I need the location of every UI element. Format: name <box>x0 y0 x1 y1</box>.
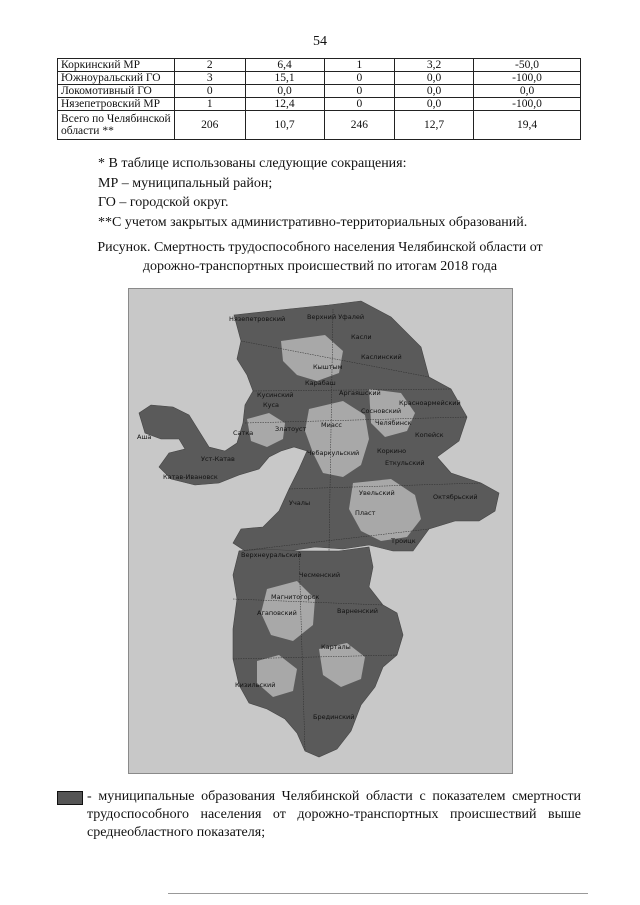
table-cell-total-value: 12,7 <box>395 111 474 140</box>
map-label-zlatoust: Златоуст <box>275 425 307 433</box>
map-label-kizil: Кизильский <box>235 681 276 689</box>
map-label-nyazepetrovsk: Нязепетровский <box>229 315 286 323</box>
map-label-varna: Варненский <box>337 607 379 615</box>
table-cell-value: -50,0 <box>474 59 581 72</box>
map-label-kaslinsky: Каслинский <box>361 353 402 361</box>
map-label-plast: Пласт <box>355 509 376 517</box>
map-label-magn: Магнитогорск <box>271 593 320 601</box>
table-cell-value: 0 <box>324 98 395 111</box>
table-row <box>58 59 581 72</box>
map-label-etkul: Еткульский <box>385 459 425 467</box>
footnote-abbreviations: * В таблице использованы следующие сокращения: <box>98 156 407 171</box>
table-cell-value: 1 <box>324 59 395 72</box>
map-label-kartaly: Карталы <box>321 643 351 651</box>
map-label-chesma: Чесменский <box>299 571 341 579</box>
map-label-kopeysk: Копейск <box>415 431 444 439</box>
table-cell-value: 1 <box>175 98 246 111</box>
map-label-argayash: Аргаяшский <box>339 389 381 397</box>
map-label-kasli: Касли <box>351 333 372 341</box>
map-label-katav: Катав-Ивановск <box>163 473 218 481</box>
map-label-bredy: Брединский <box>313 713 355 721</box>
total-name-line1: Всего по Челябинской <box>61 113 171 125</box>
page-number: 54 <box>313 34 327 49</box>
region-map <box>128 288 513 774</box>
figure-caption-line2: дорожно-транспортных происшествий по итогам 2018 года <box>142 259 498 274</box>
map-label-oktyabr: Октябрьский <box>433 493 478 501</box>
table-row <box>58 85 581 98</box>
table-cell-total-name <box>58 111 175 140</box>
table-row <box>58 72 581 85</box>
map-label-agapovsky: Агаповский <box>257 609 297 617</box>
table-cell-total-value: 206 <box>175 111 246 140</box>
table-cell-value: 0,0 <box>395 98 474 111</box>
table-cell-total-value: 10,7 <box>245 111 324 140</box>
map-label-korkino: Коркино <box>377 447 407 455</box>
table-cell-total-value: 246 <box>324 111 395 140</box>
table-cell-value: 0 <box>324 72 395 85</box>
footnote-go: ГО – городской округ. <box>98 195 229 210</box>
table-cell-value: 0,0 <box>474 85 581 98</box>
total-name-line2: области ** <box>61 125 114 137</box>
map-label-uk: Уст-Катав <box>201 455 235 463</box>
table-cell-value: 0,0 <box>245 85 324 98</box>
table-cell-value: 0 <box>324 85 395 98</box>
legend-swatch <box>57 791 83 805</box>
footer-rule <box>168 893 588 894</box>
table-cell-value: 2 <box>175 59 246 72</box>
table-cell-value: -100,0 <box>474 98 581 111</box>
map-label-kyshtym: Кыштым <box>313 363 343 371</box>
footnotes <box>98 154 527 232</box>
table-cell-name: Нязепетровский МР <box>58 98 175 111</box>
table-cell-value: 0 <box>175 85 246 98</box>
map-legend <box>57 788 581 842</box>
map-label-sosnovsky: Сосновский <box>361 407 402 415</box>
map-label-uvelsky: Увельский <box>359 489 395 497</box>
map-label-verkhuf: Верхний Уфалей <box>307 313 365 321</box>
map-label-verkhneur: Верхнеуральский <box>241 551 302 559</box>
table-cell-name: Коркинский МР <box>58 59 175 72</box>
figure-caption <box>60 238 580 276</box>
map-label-uchaly: Учалы <box>289 499 311 507</box>
table-cell-value: -100,0 <box>474 72 581 85</box>
map-label-karabash: Карабаш <box>305 379 336 387</box>
map-label-chebarkul: Чебаркульский <box>307 449 360 457</box>
map-label-kusinsky: Кусинский <box>257 391 294 399</box>
table-row-total <box>58 111 581 140</box>
table-cell-name: Южноуральский ГО <box>58 72 175 85</box>
map-label-krasnoarm: Красноармейский <box>399 399 461 407</box>
legend-text: - муниципальные образования Челябинской области с показателем смертности трудоспособного населения от дорожно-транспортных происшествий выше среднеобластного показателя; <box>87 789 581 840</box>
table-cell-value: 0,0 <box>395 85 474 98</box>
table-cell-value: 15,1 <box>245 72 324 85</box>
region-map-svg <box>129 289 512 773</box>
table-cell-value: 6,4 <box>245 59 324 72</box>
table-cell-value: 3,2 <box>395 59 474 72</box>
map-label-asha: Аша <box>137 433 152 441</box>
map-label-troitsk: Троицк <box>391 537 416 545</box>
table-cell-total-value: 19,4 <box>474 111 581 140</box>
table-cell-value: 3 <box>175 72 246 85</box>
map-label-satka: Сатка <box>233 429 254 437</box>
footnote-mr: МР – муниципальный район; <box>98 175 273 191</box>
figure-caption-line1: Рисунок. Смертность трудоспособного населения Челябинской области от <box>97 240 543 255</box>
table-cell-value: 0,0 <box>395 72 474 85</box>
footnote-zato: **С учетом закрытых административно-территориальных образований. <box>98 214 528 230</box>
table-cell-value: 12,4 <box>245 98 324 111</box>
map-label-kusa: Куса <box>263 401 280 409</box>
table-row <box>58 98 581 111</box>
map-label-chelyab: Челябинск <box>375 419 412 427</box>
table-cell-name: Локомотивный ГО <box>58 85 175 98</box>
map-label-miass: Миасс <box>321 421 342 429</box>
statistics-table <box>57 58 581 140</box>
